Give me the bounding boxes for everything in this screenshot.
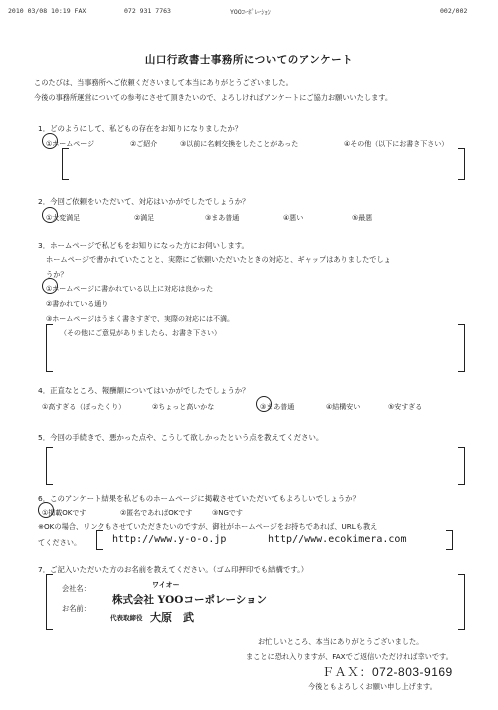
q5-answer-bracket-right bbox=[458, 447, 465, 485]
q4-question: 4．正直なところ、報酬額についてはいかがでしたでしょうか？ bbox=[38, 386, 250, 395]
q3-line-2: うか？ bbox=[46, 270, 68, 279]
q3-option-2[interactable]: ②書かれている通り bbox=[46, 300, 109, 308]
selected-mark-circle bbox=[42, 207, 58, 223]
closing-line-1: お忙しいところ、本当にありがとうございました。 bbox=[258, 637, 424, 646]
company-label: 会社名： bbox=[62, 584, 91, 593]
q6-url-bracket-left bbox=[96, 530, 103, 550]
document-title: 山口行政書士事務所についてのアンケート bbox=[144, 54, 354, 66]
q3-option-1[interactable]: ①ホームページに書かれている以上に対応は良かった bbox=[46, 285, 214, 293]
q4-option-1[interactable]: ①高すぎる（ぼったくり） bbox=[42, 403, 126, 411]
q5-answer-bracket-left bbox=[46, 447, 53, 485]
q1-option-4[interactable]: ④その他（以下にお書き下さい） bbox=[344, 140, 449, 148]
q6-option-1[interactable]: ①掲載OKです bbox=[42, 509, 87, 517]
q6-option-3[interactable]: ③NGです bbox=[212, 509, 243, 517]
reply-fax-number: ＦＡＸ：072-803-9169 bbox=[322, 665, 453, 679]
q3-line-1: ホームページで書かれていたことと、実際にご依頼いただいたときの対応と、ギャップはありましたでしょ bbox=[46, 255, 391, 264]
q4-option-2[interactable]: ②ちょっと高いかな bbox=[152, 403, 215, 411]
final-line: 今後ともよろしくお願い申し上げます。 bbox=[308, 682, 437, 691]
company-stamp: 株式会社 YOOコーポレーション bbox=[112, 594, 268, 606]
intro-line-2: 今後の事務所運営についての参考にさせて頂きたいので、よろしければアンケートにご協力お願いいたします。 bbox=[34, 93, 393, 102]
q4-option-5[interactable]: ⑤安すぎる bbox=[388, 403, 423, 411]
fax-sender: YOOｺｰﾎﾟﾚｰｼｮﾝ bbox=[230, 8, 271, 16]
q3-note: （その他にご意見がありましたら、お書き下さい） bbox=[60, 329, 221, 337]
q2-question: 2．今回ご依頼をいただいて、対応はいかがでしたでしょうか？ bbox=[38, 197, 250, 206]
person-stamp: 大原 武 bbox=[150, 611, 194, 624]
q6-url-bracket-right bbox=[446, 530, 453, 550]
q3-answer-bracket-left bbox=[46, 324, 53, 372]
q7-question: 7．ご記入いただいた方のお名前を教えてください。（ゴム印押印でも結構です。） bbox=[38, 565, 309, 574]
q4-option-3[interactable]: ③まあ普通 bbox=[260, 403, 295, 411]
q6-question: 6．このアンケート結果を私どものホームページに掲載させていただいてもよろしいでしょうか？ bbox=[38, 494, 360, 503]
q2-option-1[interactable]: ①大変満足 bbox=[46, 214, 81, 222]
selected-mark-circle bbox=[38, 502, 54, 518]
q2-option-4[interactable]: ④悪い bbox=[283, 214, 304, 222]
q5-question: 5．今回の手続きで、悪かった点や、こうして欲しかったという点を教えてください。 bbox=[38, 433, 324, 442]
intro-line-1: このたびは、当事務所へご依頼くださいまして本当にありがとうございました。 bbox=[34, 78, 293, 87]
company-ruby: ワイオー bbox=[152, 580, 180, 589]
selected-mark-circle bbox=[42, 133, 58, 149]
q4-option-4[interactable]: ④結構安い bbox=[326, 403, 361, 411]
q6-note-line-1: ※OKの場合、リンクもさせていただきたいのですが、御社がホームページをお持ちであれば、URLも教え bbox=[38, 522, 378, 531]
closing-line-2: まことに恐れ入りますが、FAXでご返信いただければ幸いです。 bbox=[246, 652, 453, 661]
q1-option-1[interactable]: ①ホームページ bbox=[46, 140, 95, 148]
role-stamp: 代表取締役 bbox=[110, 614, 143, 622]
q6-url-1[interactable]: http://www.y-o-o.jp bbox=[112, 534, 227, 545]
name-label: お名前： bbox=[62, 604, 91, 613]
selected-mark-circle bbox=[256, 396, 272, 412]
q1-question: 1．どのようにして、私どもの存在をお知りになりましたか？ bbox=[38, 124, 243, 133]
q2-option-5[interactable]: ⑤最悪 bbox=[352, 214, 373, 222]
q7-answer-bracket-right bbox=[458, 574, 465, 630]
q3-question: 3．ホームページで私どもをお知りになった方にお伺いします。 bbox=[38, 241, 249, 250]
q6-option-2[interactable]: ②匿名であればOKです bbox=[120, 509, 193, 517]
fax-page: 002/002 bbox=[440, 7, 468, 15]
q6-note-line-2: てください。 bbox=[38, 538, 82, 547]
q1-answer-bracket-right bbox=[458, 148, 465, 180]
fax-number: 072 931 7763 bbox=[124, 7, 171, 15]
q1-option-2[interactable]: ②ご紹介 bbox=[130, 140, 158, 148]
q3-answer-bracket-right bbox=[458, 324, 465, 372]
q2-option-3[interactable]: ③まあ普通 bbox=[205, 214, 240, 222]
q2-option-2[interactable]: ②満足 bbox=[134, 214, 155, 222]
q3-option-3[interactable]: ③ホームページはうまく書きすぎで、実際の対応には不満。 bbox=[46, 315, 234, 323]
q1-option-3[interactable]: ③以前に名刺交換をしたことがあった bbox=[180, 140, 299, 148]
fax-datetime: 2010 03/08 10:19 FAX bbox=[8, 7, 87, 15]
selected-mark-circle bbox=[42, 278, 58, 294]
q1-answer-bracket-left bbox=[62, 148, 69, 180]
q7-answer-bracket-left bbox=[46, 574, 53, 630]
q6-url-2[interactable]: http//www.ecokimera.com bbox=[268, 534, 407, 545]
